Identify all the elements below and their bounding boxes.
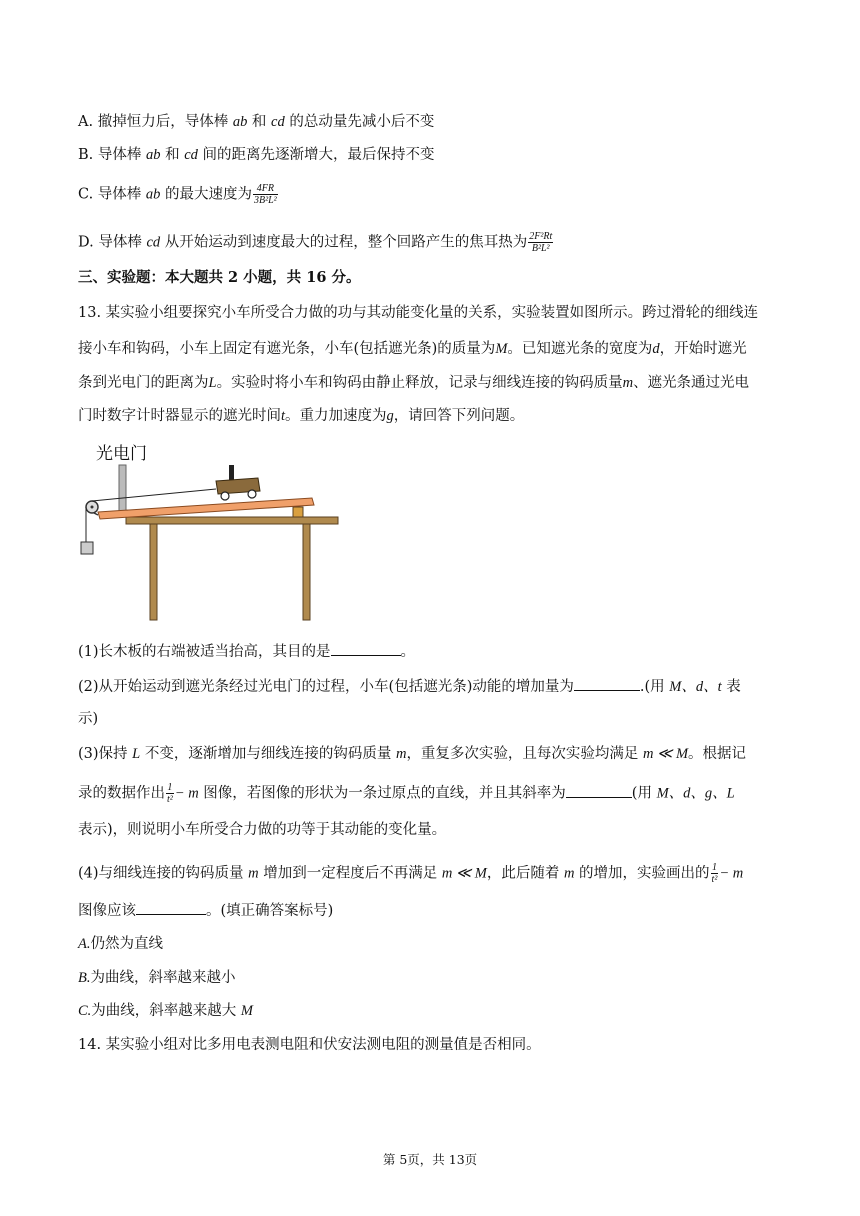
var-cd: cd xyxy=(146,234,161,251)
table-leg-right xyxy=(303,524,310,620)
hanging-mass-icon xyxy=(81,542,93,554)
choice-b: B.为曲线，斜率越来越小 xyxy=(78,970,236,986)
inclined-board xyxy=(98,498,314,519)
experiment-figure xyxy=(72,438,352,623)
fraction-max-velocity: $\frac{4FR}{\text{3B²L²}}$ xyxy=(254,183,277,206)
q13-line-3: 条到光电门的距离为L。实验时将小车和钩码由静止释放，记录与细线连接的钩码质量m、遮光条通过光电 xyxy=(78,375,750,391)
figure-label: 光电门 xyxy=(96,444,147,464)
fraction-joule-heat: $\frac{\text{2F²Rt}}{\text{B²L²}}$ xyxy=(529,231,553,254)
choice-c: C.为曲线，斜率越来越大 M xyxy=(78,1003,253,1019)
var-ab: ab xyxy=(232,114,248,130)
var-cd: cd xyxy=(271,114,285,130)
q13-part-2-cont: 示) xyxy=(78,711,99,727)
answer-blank-1[interactable] xyxy=(331,641,401,656)
answer-blank-4[interactable] xyxy=(136,900,206,915)
q13-part-3-end: 表示)，则说明小车所受合力做的功等于其动能的变化量。 xyxy=(78,822,447,838)
q13-part-4: (4)与细线连接的钩码质量 m 增加到一定程度后不再满足 m ≪ M，此后随着 m 的增加，实验画出的 $\frac{1}{\text{t²}}$ − m xyxy=(78,862,744,885)
answer-blank-2[interactable] xyxy=(574,676,640,691)
photogate-icon xyxy=(119,465,126,511)
fraction-inverse-t-squared: $\frac{1}{\text{t²}}$ xyxy=(711,862,718,885)
q13-part-4-cont: 图像应该 。(填正确答案标号) xyxy=(78,900,333,921)
option-a: A. 撤掉恒力后，导体棒 ab 和 cd 的总动量先减小后不变 xyxy=(78,114,435,130)
page-footer: 第 5页，共 13页 xyxy=(382,1152,478,1167)
fraction-inverse-t-squared: $\frac{1}{\text{t²}}$ xyxy=(167,782,173,805)
option-c: C. 导体棒 ab 的最大速度为 $\frac{4FR}{\text{3B²L²}}$ xyxy=(78,183,277,206)
q13-part-2: (2)从开始运动到遮光条经过光电门的过程，小车(包括遮光条)动能的增加量为 .(用 M、d、t 表 xyxy=(78,676,741,697)
choice-a: A.仍然为直线 xyxy=(78,936,163,952)
q13-line-1: 13. 某实验小组要探究小车所受合力做的功与其动能变化量的关系，实验装置如图所示。跨过滑轮的细线连 xyxy=(78,305,759,321)
option-b: B. 导体棒 ab 和 cd 间的距离先逐渐增大，最后保持不变 xyxy=(78,147,435,163)
cart-icon xyxy=(216,465,260,500)
var-ab: ab xyxy=(145,186,161,203)
var-ab: ab xyxy=(145,147,161,163)
answer-blank-3[interactable] xyxy=(566,783,632,798)
q13-line-2: 接小车和钩码，小车上固定有遮光条，小车(包括遮光条)的质量为M。已知遮光条的宽度为d，开始时遮光 xyxy=(78,341,747,357)
riser-block xyxy=(293,507,303,517)
q14-stem: 14. 某实验小组对比多用电表测电阻和伏安法测电阻的测量值是否相同。 xyxy=(78,1037,541,1053)
option-d: D. 导体棒 cd 从开始运动到速度最大的过程，整个回路产生的焦耳热为 $\frac{\text{2F²Rt}}{\text{B²L²}}$ xyxy=(78,231,553,254)
q13-line-4: 门时数字计时器显示的遮光时间t。重力加速度为g，请回答下列问题。 xyxy=(78,408,525,424)
q13-part-3-cont: 录的数据作出 $\frac{1}{\text{t²}}$ − m 图像，若图像的形状为一条过原点的直线，并且其斜率为 (用 M、d、g、L xyxy=(78,782,735,805)
section-title: 三、实验题：本大题共 2 小题，共 16 分。 xyxy=(78,269,361,286)
table-leg-left xyxy=(150,524,157,620)
var-cd: cd xyxy=(184,147,198,163)
q13-part-1: (1)长木板的右端被适当抬高，其目的是 。 xyxy=(78,641,415,662)
string xyxy=(92,489,216,501)
q13-part-3: (3)保持 L 不变，逐渐增加与细线连接的钩码质量 m，重复多次实验，且每次实验均满足 m ≪ M。根据记 xyxy=(78,746,747,762)
table-top xyxy=(126,517,338,524)
